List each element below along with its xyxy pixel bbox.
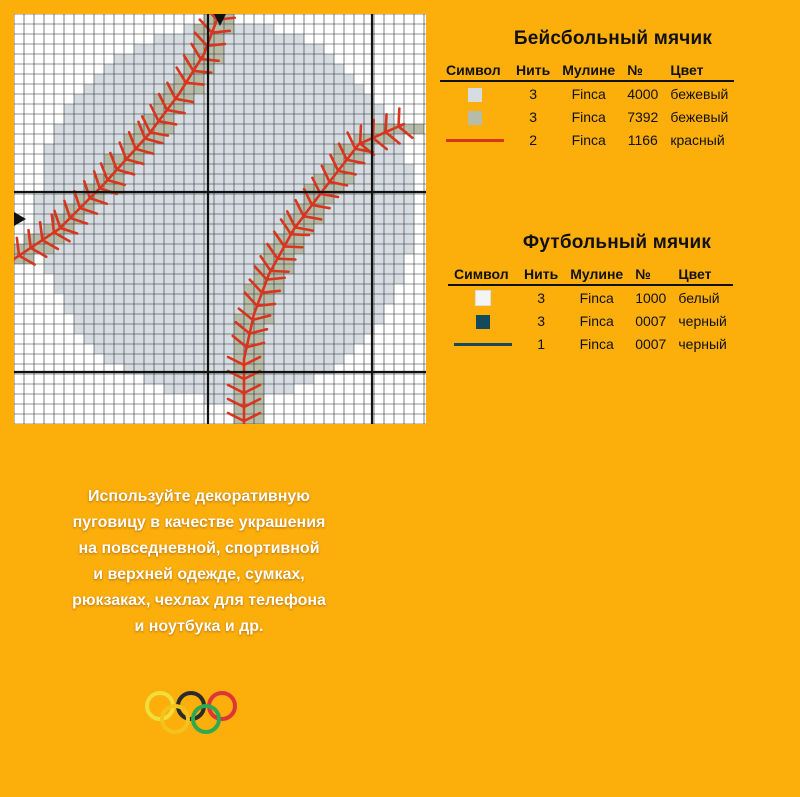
col-number: №	[629, 266, 672, 285]
strands-cell: 1	[537, 335, 545, 352]
col-strands: Нить	[518, 266, 564, 285]
promo-line: и верхней одежде, сумках,	[93, 566, 305, 583]
color-cell: белый	[678, 289, 720, 306]
promo-line: на повседневной, спортивной	[78, 540, 320, 557]
col-brand: Мулине	[564, 266, 629, 285]
red-line-swatch	[446, 139, 504, 142]
color-cell: бежевый	[670, 85, 729, 102]
strands-cell: 3	[537, 312, 545, 329]
brand-cell: Finca	[571, 85, 606, 102]
col-brand: Мулине	[556, 62, 621, 81]
col-symbol: Символ	[448, 266, 518, 285]
legend-row	[440, 128, 734, 151]
dark-teal-swatch	[476, 315, 490, 329]
soccer-title: Футбольный мячик	[522, 232, 712, 253]
promo-text	[40, 484, 358, 640]
soccer-legend-table	[448, 266, 733, 355]
number-cell: 1166	[627, 131, 658, 148]
brand-cell: Finca	[579, 289, 614, 306]
brand-cell: Finca	[571, 131, 606, 148]
light-gray-swatch	[468, 88, 482, 102]
baseball-title: Бейсбольный мячик	[513, 28, 713, 49]
baseball-pattern-chart	[14, 14, 426, 424]
number-cell: 0007	[635, 335, 667, 352]
legend-row	[448, 309, 733, 332]
col-symbol: Символ	[440, 62, 510, 81]
number-cell: 4000	[627, 85, 659, 102]
baseball-legend	[440, 28, 786, 151]
promo-line: Используйте декоративную	[88, 488, 310, 505]
brand-cell: Finca	[571, 108, 606, 125]
strands-cell: 3	[537, 289, 545, 306]
color-cell: бежевый	[670, 108, 729, 125]
baseball-pattern-grid	[14, 14, 426, 424]
promo-line: и ноутбука и др.	[134, 618, 264, 635]
color-cell: черный	[678, 312, 727, 329]
legend-header-row	[440, 62, 734, 81]
strands-cell: 3	[529, 85, 537, 102]
dark-teal-line-swatch	[454, 343, 512, 346]
brand-cell: Finca	[579, 335, 614, 352]
promo-line: рюкзаках, чехлах для телефона	[72, 592, 326, 609]
baseball-legend-table	[440, 62, 734, 151]
col-color: Цвет	[672, 266, 732, 285]
white-swatch	[475, 290, 491, 306]
soccer-legend	[448, 232, 786, 355]
legend-header-row	[448, 266, 733, 285]
col-strands: Нить	[510, 62, 556, 81]
promo-line: пуговицу в качестве украшения	[72, 514, 326, 531]
number-cell: 0007	[635, 312, 667, 329]
strands-cell: 3	[529, 108, 537, 125]
sage-swatch	[468, 111, 482, 125]
col-number: №	[621, 62, 664, 81]
number-cell: 1000	[635, 289, 667, 306]
legend-row	[448, 285, 733, 309]
legend-row	[440, 81, 734, 105]
olympic-rings-icon	[142, 688, 242, 736]
legend-row	[440, 105, 734, 128]
color-cell: красный	[670, 131, 725, 148]
legend-row	[448, 332, 733, 355]
strands-cell: 2	[529, 131, 537, 148]
col-color: Цвет	[664, 62, 734, 81]
number-cell: 7392	[627, 108, 659, 125]
brand-cell: Finca	[579, 312, 614, 329]
color-cell: черный	[678, 335, 727, 352]
